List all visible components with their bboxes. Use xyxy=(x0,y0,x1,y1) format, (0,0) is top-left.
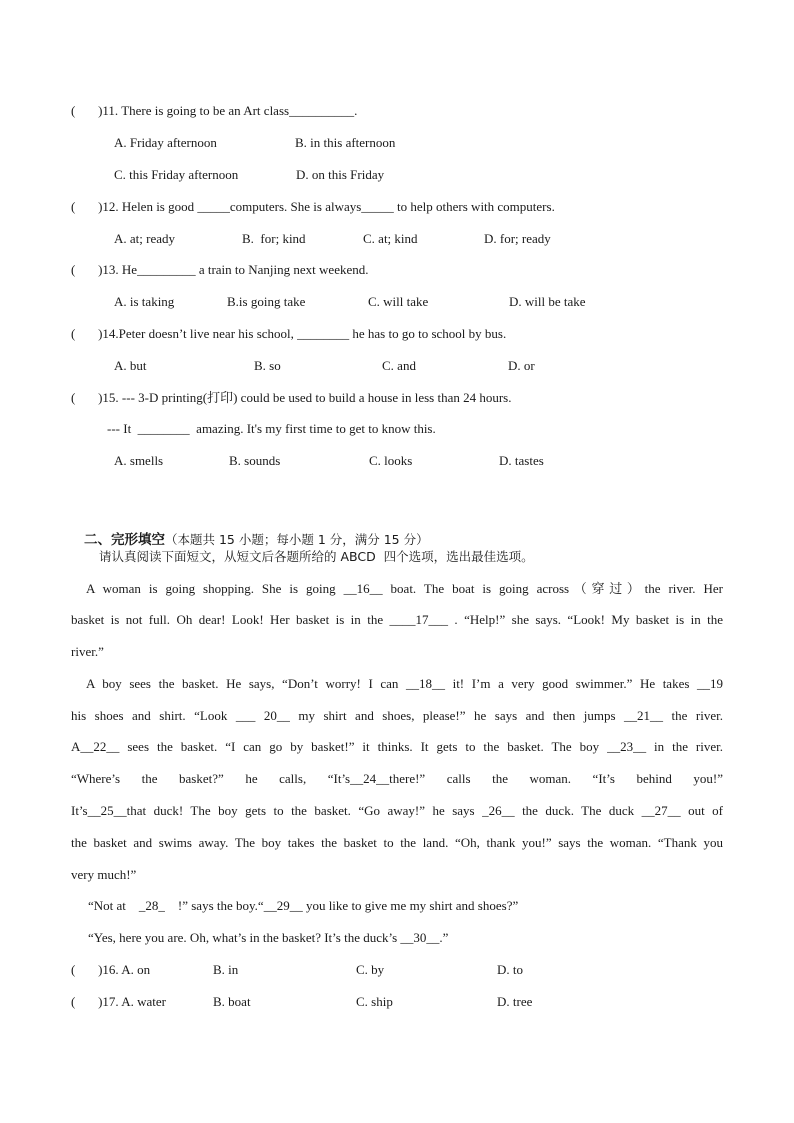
q12-option-d: D. for; ready xyxy=(484,231,551,246)
section-title: 二、完形填空 xyxy=(84,532,165,548)
q15-option-b: B. sounds xyxy=(229,453,281,468)
question-13-stem: ( )13. He_________ a train to Nanjing next weekend. xyxy=(71,262,369,277)
q15-option-a: A. smells xyxy=(114,453,164,468)
q11-option-a: A. Friday afternoon xyxy=(114,135,217,150)
passage-line-9: the basket and swims away. The boy takes the basket to the land. “Oh, thank you!” says the woman. “Thank you xyxy=(71,835,723,850)
cloze-16-option-d: D. to xyxy=(497,962,523,977)
question-11-stem: ( )11. There is going to be an Art class__________. xyxy=(71,103,358,118)
passage-line-6: A__22__ sees the basket. “I can go by basket!” it thinks. It gets to the basket. The boy __23__ in the river. xyxy=(71,739,723,754)
passage-line-1: A woman is going shopping. She is going __16__ boat. The boat is going across（穿过）the river. Her xyxy=(86,581,723,596)
passage-line-7: “Where’s the basket?” he calls, “It’s__24__there!” calls the woman. “It’s behind you!” xyxy=(71,771,723,786)
q14-option-d: D. or xyxy=(508,358,535,373)
cloze-17-option-d: D. tree xyxy=(497,994,533,1009)
q11-option-b: B. in this afternoon xyxy=(295,135,396,150)
cloze-17-stem: ( )17. A. water xyxy=(71,994,166,1009)
q13-option-d: D. will be take xyxy=(509,294,586,309)
passage-line-2: basket is not full. Oh dear! Look! Her basket is in the ____17___ . “Help!” she says. “Look! My basket is in the xyxy=(71,612,723,627)
passage-line-12: “Yes, here you are. Oh, what’s in the basket? It’s the duck’s __30__.” xyxy=(88,930,449,945)
q13-option-b: B.is going take xyxy=(227,294,306,309)
q15-option-c: C. looks xyxy=(369,453,413,468)
cloze-17-option-b: B. boat xyxy=(213,994,251,1009)
passage-line-5: his shoes and shirt. “Look ___ 20__ my shirt and shoes, please!” he says and then jumps __21__ the river. xyxy=(71,708,723,723)
passage-line-8: It’s__25__that duck! The boy gets to the basket. “Go away!” he says _26__ the duck. The duck __27__ out of xyxy=(71,803,723,818)
q15-option-d: D. tastes xyxy=(499,453,544,468)
q13-option-a: A. is taking xyxy=(114,294,175,309)
q11-option-d: D. on this Friday xyxy=(296,167,385,182)
q12-option-c: C. at; kind xyxy=(363,231,418,246)
cloze-17-option-c: C. ship xyxy=(356,994,393,1009)
question-12-stem: ( )12. Helen is good _____computers. She is always_____ to help others with computers. xyxy=(71,199,555,214)
section-score-note: （本题共 15 小题；每小题 1 分，满分 15 分） xyxy=(165,532,429,547)
cloze-16-option-c: C. by xyxy=(356,962,385,977)
q14-option-a: A. but xyxy=(114,358,147,373)
cloze-16-stem: ( )16. A. on xyxy=(71,962,151,977)
cloze-16-option-b: B. in xyxy=(213,962,239,977)
question-15-stem: ( )15. --- 3-D printing(打印) could be used to build a house in less than 24 hours. xyxy=(71,390,512,405)
passage-line-3: river.” xyxy=(71,644,104,659)
q13-option-c: C. will take xyxy=(368,294,429,309)
section-instruction: 请认真阅读下面短文，从短文后各题所给的 ABCD 四个选项，选出最佳选项。 xyxy=(99,549,534,564)
passage-line-10: very much!” xyxy=(71,867,137,882)
q12-option-a: A. at; ready xyxy=(114,231,176,246)
q11-option-c: C. this Friday afternoon xyxy=(114,167,239,182)
q14-option-b: B. so xyxy=(254,358,281,373)
passage-line-4: A boy sees the basket. He says, “Don’t worry! I can __18__ it! I’m a very good swimmer.” He takes __19 xyxy=(86,676,723,691)
q14-option-c: C. and xyxy=(382,358,416,373)
passage-line-11: “Not at _28_ !” says the boy.“__29__ you like to give me my shirt and shoes?” xyxy=(88,898,519,913)
question-15-reply: --- It ________ amazing. It's my first time to get to know this. xyxy=(107,421,436,436)
question-14-stem: ( )14.Peter doesn’t live near his school, ________ he has to go to school by bus. xyxy=(71,326,507,341)
q12-option-b: B. for; kind xyxy=(242,231,306,246)
